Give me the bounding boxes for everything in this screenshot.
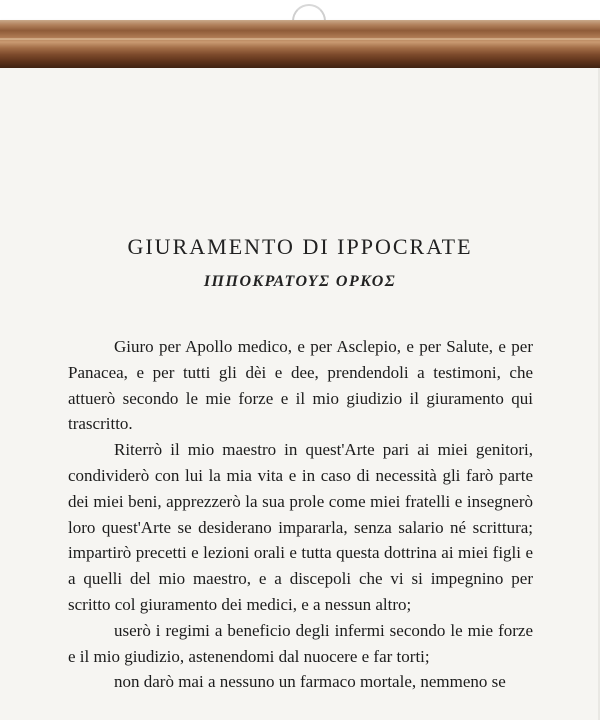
paragraph-4: non darò mai a nessuno un farmaco mortale, nemmeno se — [114, 672, 506, 692]
paragraph-2: Riterrò il mio maestro in quest'Arte pari ai miei genitori, condividerò con lui la mia vita e in caso di necessità gli farò parte dei miei beni, apprezzerò la sua prole come miei fratelli e insegnerò loro quest'Arte se desiderano impararla, senza salario né scrittura; impartirò precetti e lezioni orali e tutta questa dottrina ai miei figli e a quelli del mio maestro, e a discepoli che vi si impegnino per scritto col giuramento dei medici, e a nessun altro; — [68, 440, 533, 614]
document-title: GIURAMENTO DI IPPOCRATE — [127, 234, 473, 259]
paragraph-3: userò i regimi a beneficio degli infermi secondo le mie forze e il mio giudizio, astenendomi dal nuocere e far torti; — [68, 620, 533, 666]
document-subtitle-greek: ΙΠΠΟΚΡΑΤΟΥΣ ΟΡΚΟΣ — [203, 273, 397, 290]
paragraph-1: Giuro per Apollo medico, e per Asclepio, e per Salute, e per Panacea, e per tutti gli dèi e dee, prendendoli a testimoni, che attuerò secondo le mie forze e il mio giudizio il giuramento qui trascritto. — [68, 337, 533, 434]
oath-text — [68, 334, 533, 695]
wooden-hanging-rod — [0, 20, 600, 68]
